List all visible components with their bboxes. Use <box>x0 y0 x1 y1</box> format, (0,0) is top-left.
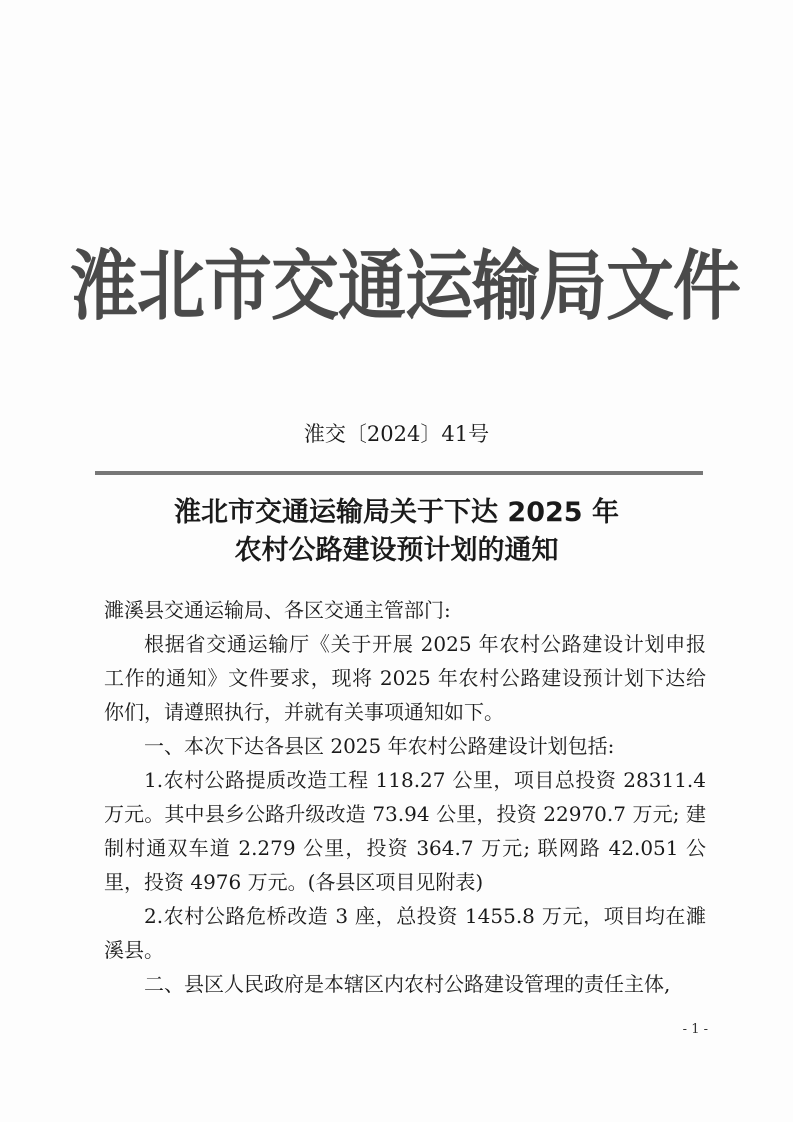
header-divider <box>95 471 703 475</box>
body-paragraph: 根据省交通运输厅《关于开展 2025 年农村公路建设计划申报工作的通知》文件要求，现将 2025 年农村公路建设预计划下达给你们，请遵照执行，并就有关事项通知如下。 <box>104 632 706 724</box>
body-paragraph: 1.农村公路提质改造工程 118.27 公里，项目总投资 28311.4 万元。其中县乡公路升级改造 73.94 公里，投资 22970.7 万元; 建制村通双车道 2.279 公里，投资 364.7 万元; 联网路 42.051 公里，投资 4976 万元。(各县区项目见附表) <box>104 768 706 894</box>
body-paragraph: 二、县区人民政府是本辖区内农村公路建设管理的责任主体, <box>144 972 671 996</box>
notice-title-line-1: 淮北市交通运输局关于下达 2025 年 <box>174 497 619 528</box>
recipient-line: 濉溪县交通运输局、各区交通主管部门: <box>104 598 451 622</box>
body-paragraph: 一、本次下达各县区 2025 年农村公路建设计划包括: <box>144 734 615 758</box>
document-header-title: 淮北市交通运输局文件 <box>70 243 741 332</box>
document-body <box>104 593 706 1001</box>
notice-title-line-2: 农村公路建设预计划的通知 <box>234 535 559 566</box>
page-number: - 1 - <box>682 1022 708 1037</box>
document-number: 淮交〔2024〕41号 <box>303 422 490 446</box>
notice-title <box>0 494 793 570</box>
body-paragraph: 2.农村公路危桥改造 3 座，总投资 1455.8 万元，项目均在濉溪县。 <box>104 904 706 962</box>
